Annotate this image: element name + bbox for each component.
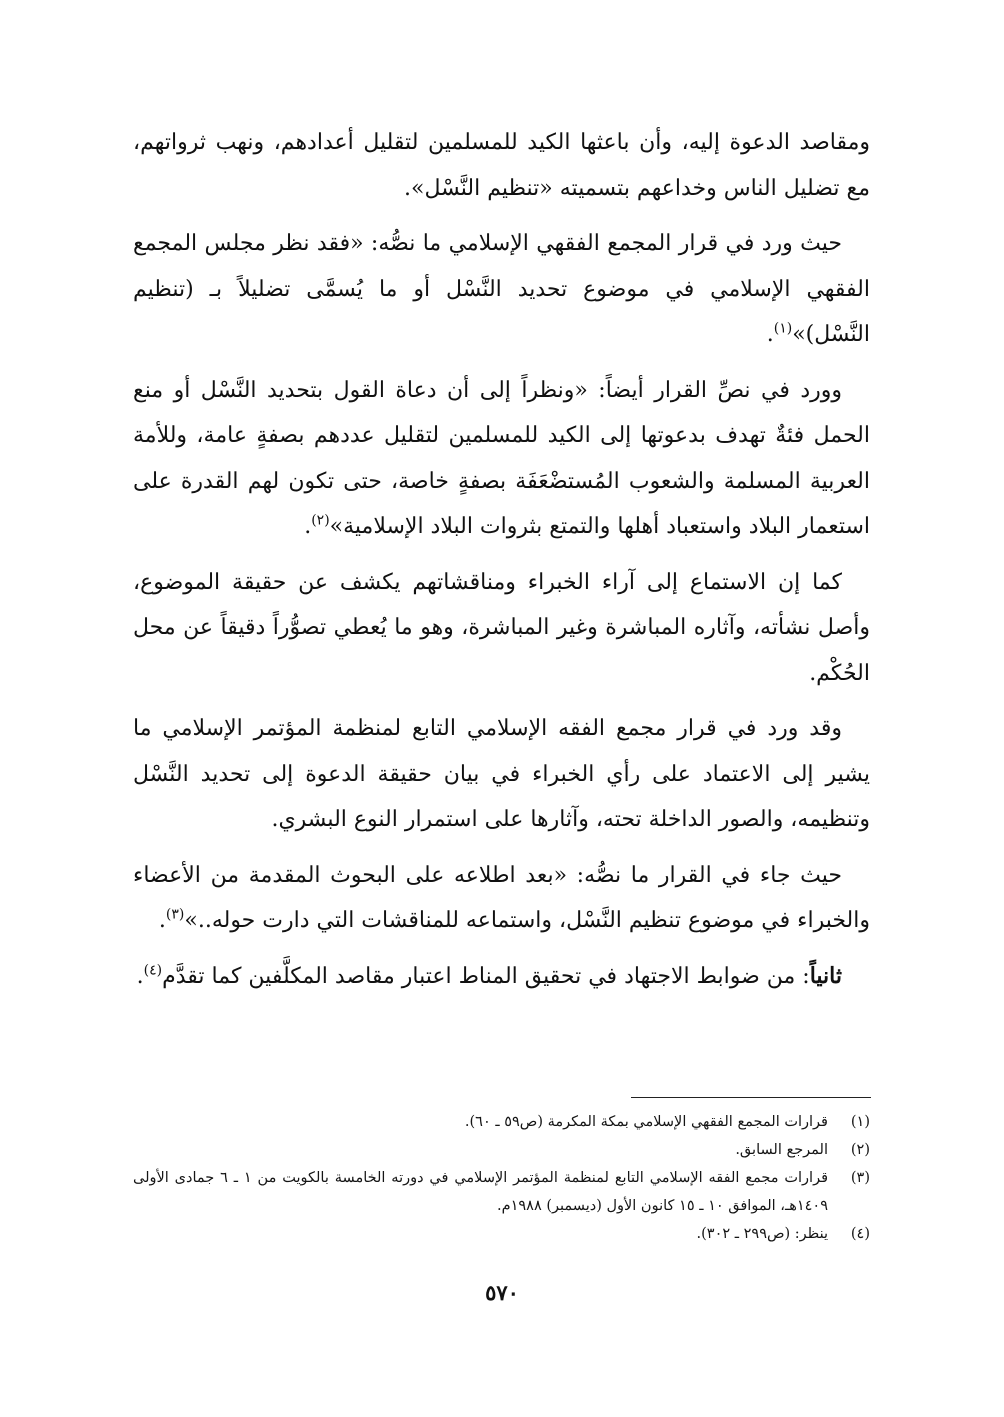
- footnote-number: (٢): [850, 1142, 870, 1158]
- paragraph-second-rule: ثانياً: من ضوابط الاجتهاد في تحقيق المناط اعتبار مقاصد المكلَّفين كما تقدَّم$^{(٤)}$.: [136, 962, 842, 989]
- footnote-item: [133, 1220, 870, 1248]
- paragraph-text: حيث ورد في قرار المجمع الفقهي الإسلامي ما نصُّه: «فقد نظر مجلس المجمع الفقهي الإسلامي في موضوع تحديد النَّسْل أو ما يُسمَّى تضليلاً بـ (تنظيم النَّسْل)»: [133, 231, 870, 347]
- footnote-item: [133, 1108, 870, 1136]
- footnote-text: ينظر: (ص٢٩٩ ـ ٣٠٢).: [696, 1226, 828, 1242]
- footnote-ref[interactable]: (٤): [143, 962, 163, 979]
- paragraph-text: وورد في نصِّ القرار أيضاً: «ونظراً إلى أن دعاة القول بتحديد النَّسْل أو منع الحمل فئةٌ تهدف بدعوتها إلى الكيد للمسلمين لتقليل عددهم بصفةٍ عامة، وللأمة العربية المسلمة والشعوب المُستضْعَفَة بصفةٍ خاصة، حتى تكون لهم القدرة على استعمار البلاد واستعباد أهلها والتمتع بثروات البلاد الإسلامية»: [133, 377, 870, 539]
- paragraph-quote-decision-text: وورد في نصِّ القرار أيضاً: «ونظراً إلى أن دعاة القول بتحديد النَّسْل أو منع الحمل فئةٌ تهدف بدعوتها إلى الكيد للمسلمين لتقليل عددهم بصفةٍ عامة، وللأمة العربية المسلمة والشعوب المُستضْعَفَة بصفةٍ خاصة، حتى تكون لهم القدرة على استعمار البلاد واستعباد أهلها والتمتع بثروات البلاد الإسلامية»$^{(٢)}$.: [133, 377, 870, 539]
- paragraph-text: كما إن الاستماع إلى آراء الخبراء ومناقشاتهم يكشف عن حقيقة الموضوع، وأصل نشأته، وآثاره المباشرة وغير المباشرة، وهو ما يُعطي تصوُّراً دقيقاً عن محل الحُكْم.: [133, 569, 870, 686]
- paragraph-text: حيث جاء في القرار ما نصُّه: «بعد اطلاعه على البحوث المقدمة من الأعضاء والخبراء في موضوع تنظيم النَّسْل، واستماعه للمناقشات التي دارت حوله..»: [133, 862, 870, 933]
- footnote-ref[interactable]: (٢): [311, 512, 330, 529]
- paragraph-text: : من ضوابط الاجتهاد في تحقيق المناط اعتبار مقاصد المكلَّفين كما تقدَّم: [162, 963, 810, 989]
- footnote-number: (٤): [850, 1226, 870, 1242]
- footnote-text: قرارات المجمع الفقهي الإسلامي بمكة المكرمة (ص٥٩ ـ ٦٠).: [464, 1114, 828, 1130]
- footnote-ref[interactable]: (٣): [165, 906, 185, 923]
- paragraph-text: ومقاصد الدعوة إليه، وأن باعثها الكيد للمسلمين لتقليل أعدادهم، ونهب ثرواتهم، مع تضليل الناس وخداعهم بتسميته «تنظيم النَّسْل».: [133, 130, 870, 201]
- paragraph-quote-decision: حيث ورد في قرار المجمع الفقهي الإسلامي ما نصُّه: «فقد نظر مجلس المجمع الفقهي الإسلامي في موضوع تحديد النَّسْل أو ما يُسمَّى تضليلاً بـ (تنظيم النَّسْل)»$^{(١)}$.: [133, 231, 870, 347]
- paragraph-continuation: [133, 120, 870, 211]
- footnote-number: (١): [850, 1114, 870, 1130]
- footnote-text: المرجع السابق.: [735, 1142, 828, 1158]
- paragraph-experts: [133, 560, 870, 697]
- paragraph-decision-quote: حيث جاء في القرار ما نصُّه: «بعد اطلاعه على البحوث المقدمة من الأعضاء والخبراء في موضوع تنظيم النَّسْل، واستماعه للمناقشات التي دارت حوله..»$^{(٣)}$.: [133, 862, 870, 933]
- footnote-text: قرارات مجمع الفقه الإسلامي التابع لمنظمة المؤتمر الإسلامي في دورته الخامسة بالكويت من ١ ـ ٦ جمادى الأولى ١٤٠٩هـ، الموافق ١٠ ـ ١٥ كانون الأول (ديسمبر) ١٩٨٨م.: [133, 1170, 828, 1214]
- page-body: [133, 120, 870, 1009]
- paragraph-text: وقد ورد في قرار مجمع الفقه الإسلامي التابع لمنظمة المؤتمر الإسلامي ما يشير إلى الاعتماد على رأي الخبراء في بيان حقيقة الدعوة إلى تحديد النَّسْل وتنظيمه، والصور الداخلة تحته، وآثارها على استمرار النوع البشري.: [133, 716, 870, 832]
- footnote-number: (٣): [850, 1170, 870, 1186]
- footnote-divider: [631, 1097, 871, 1098]
- paragraph-academy-decision: [133, 706, 870, 843]
- footnote-ref[interactable]: (١): [773, 320, 793, 337]
- page-number: ٥٧٠: [485, 1280, 519, 1305]
- section-lead: ثانياً: [809, 962, 842, 989]
- footnotes: [133, 1108, 870, 1248]
- footnote-item: [133, 1164, 870, 1220]
- footnote-item: [133, 1136, 870, 1164]
